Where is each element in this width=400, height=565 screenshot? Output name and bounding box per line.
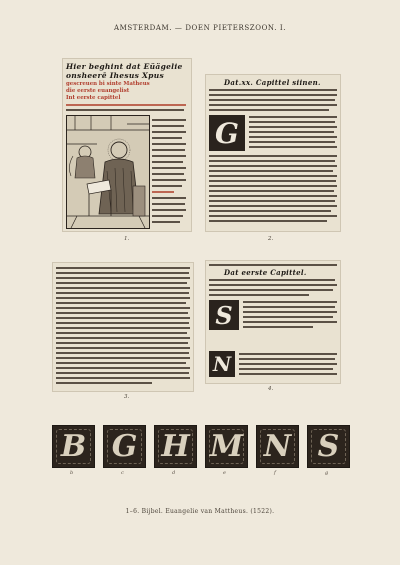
letter-tag-d: d	[172, 470, 176, 476]
evangelist-woodcut	[66, 115, 150, 229]
caption-plate-1: 1.	[124, 236, 130, 242]
caption-plate-2: 2.	[268, 236, 274, 242]
plate-1-red-line-1: gescreuen bi sinte Matheus	[66, 81, 150, 87]
initial-n-letter: N	[212, 352, 232, 376]
plate-2	[205, 74, 341, 232]
decorated-initial-n: N	[256, 425, 299, 468]
decorated-initial-s: S	[307, 425, 350, 468]
initial-s-letter: S	[215, 300, 233, 330]
decorated-initial-b: B	[52, 425, 95, 468]
caption-plate-3: 3.	[124, 394, 130, 400]
letter-tag-c: c	[121, 470, 124, 476]
plate-1	[62, 58, 192, 232]
decorated-initial-m: M	[205, 425, 248, 468]
initial-s-ornament	[209, 300, 239, 330]
initial-g-ornament	[209, 115, 245, 151]
plate-1-title-line-2: onsheerē Ihesus Xpus	[66, 71, 164, 80]
plate-1-red-line-2: die eerste euangelist	[66, 88, 130, 94]
plate-3	[52, 262, 194, 392]
plate-1-red-line-3: Int eerste capittel	[66, 95, 121, 101]
letter-tag-e: e	[223, 470, 226, 476]
running-header: AMSTERDAM. — DOEN PIETERSZOON. I.	[113, 24, 287, 32]
plate-4	[205, 260, 341, 384]
initial-g-letter: G	[215, 116, 239, 150]
initial-n-ornament	[209, 351, 235, 377]
letter-tag-b: b	[70, 470, 74, 476]
figure-caption: 1–6. Bijbel. Euangelie van Mattheus. (1522).	[125, 508, 275, 515]
caption-plate-4: 4.	[268, 386, 274, 392]
plate-2-heading: Dat.xx. Capittel siinen.	[224, 78, 321, 87]
decorated-initial-h: H	[154, 425, 197, 468]
plate-4-heading: Dat eerste Capittel.	[224, 268, 307, 277]
decorated-initial-g: G	[103, 425, 146, 468]
letter-tag-g: g	[325, 470, 329, 476]
plate-1-title-line-1: Hier beghint dat Eüägelie	[66, 62, 183, 71]
letter-tag-f: f	[274, 470, 276, 476]
